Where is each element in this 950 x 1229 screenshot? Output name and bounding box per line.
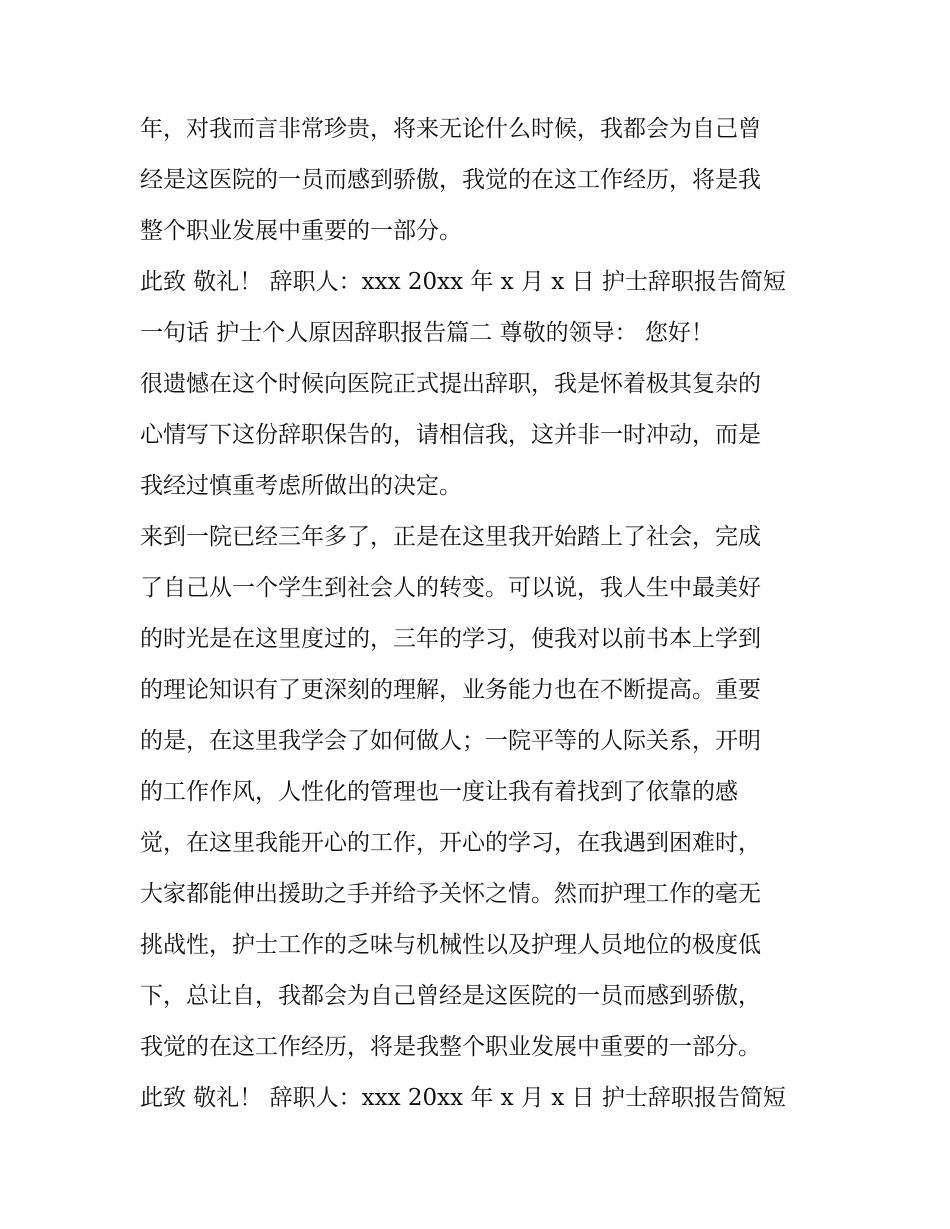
text-line-1: 年，对我而言非常珍贵，将来无论什么时候，我都会为自己曾 <box>140 116 761 142</box>
text-line-9: 来到一院已经三年多了，正是在这里我开始踏上了社会，完成 <box>140 524 761 550</box>
text-line-17: 挑战性，护士工作的乏味与机械性以及护理人员地位的极度低 <box>140 932 761 958</box>
text-line-4: 此致 敬礼！ 辞职人：xxx 20xx 年 x 月 x 日 护士辞职报告简短 <box>140 269 786 295</box>
text-line-19: 我觉的在这工作经历，将是我整个职业发展中重要的一部分。 <box>140 1034 761 1060</box>
text-line-7: 心情写下这份辞职保告的，请相信我，这并非一时冲动，而是 <box>140 422 761 448</box>
text-line-10: 了自己从一个学生到社会人的转变。可以说，我人生中最美好 <box>140 575 761 601</box>
text-line-12: 的理论知识有了更深刻的理解，业务能力也在不断提高。重要 <box>140 677 761 703</box>
text-line-15: 觉，在这里我能开心的工作，开心的学习，在我遇到困难时， <box>140 830 761 856</box>
text-line-8: 我经过慎重考虑所做出的决定。 <box>140 473 462 499</box>
text-line-2: 经是这医院的一员而感到骄傲，我觉的在这工作经历，将是我 <box>140 167 761 193</box>
body-text <box>140 104 820 1124</box>
text-line-20: 此致 敬礼！ 辞职人：xxx 20xx 年 x 月 x 日 护士辞职报告简短 <box>140 1085 786 1111</box>
text-line-3: 整个职业发展中重要的一部分。 <box>140 218 462 244</box>
text-line-11: 的时光是在这里度过的，三年的学习，使我对以前书本上学到 <box>140 626 761 652</box>
text-line-13: 的是，在这里我学会了如何做人；一院平等的人际关系，开明 <box>140 728 761 754</box>
text-line-18: 下，总让自，我都会为自己曾经是这医院的一员而感到骄傲， <box>140 983 761 1009</box>
text-line-16: 大家都能伸出援助之手并给予关怀之情。然而护理工作的毫无 <box>140 881 761 907</box>
text-line-6: 很遗憾在这个时候向医院正式提出辞职，我是怀着极其复杂的 <box>140 371 761 397</box>
text-line-14: 的工作作风，人性化的管理也一度让我有着找到了依靠的感 <box>140 779 738 805</box>
text-line-5: 一句话 护士个人原因辞职报告篇二 尊敬的领导： 您好！ <box>140 320 714 346</box>
